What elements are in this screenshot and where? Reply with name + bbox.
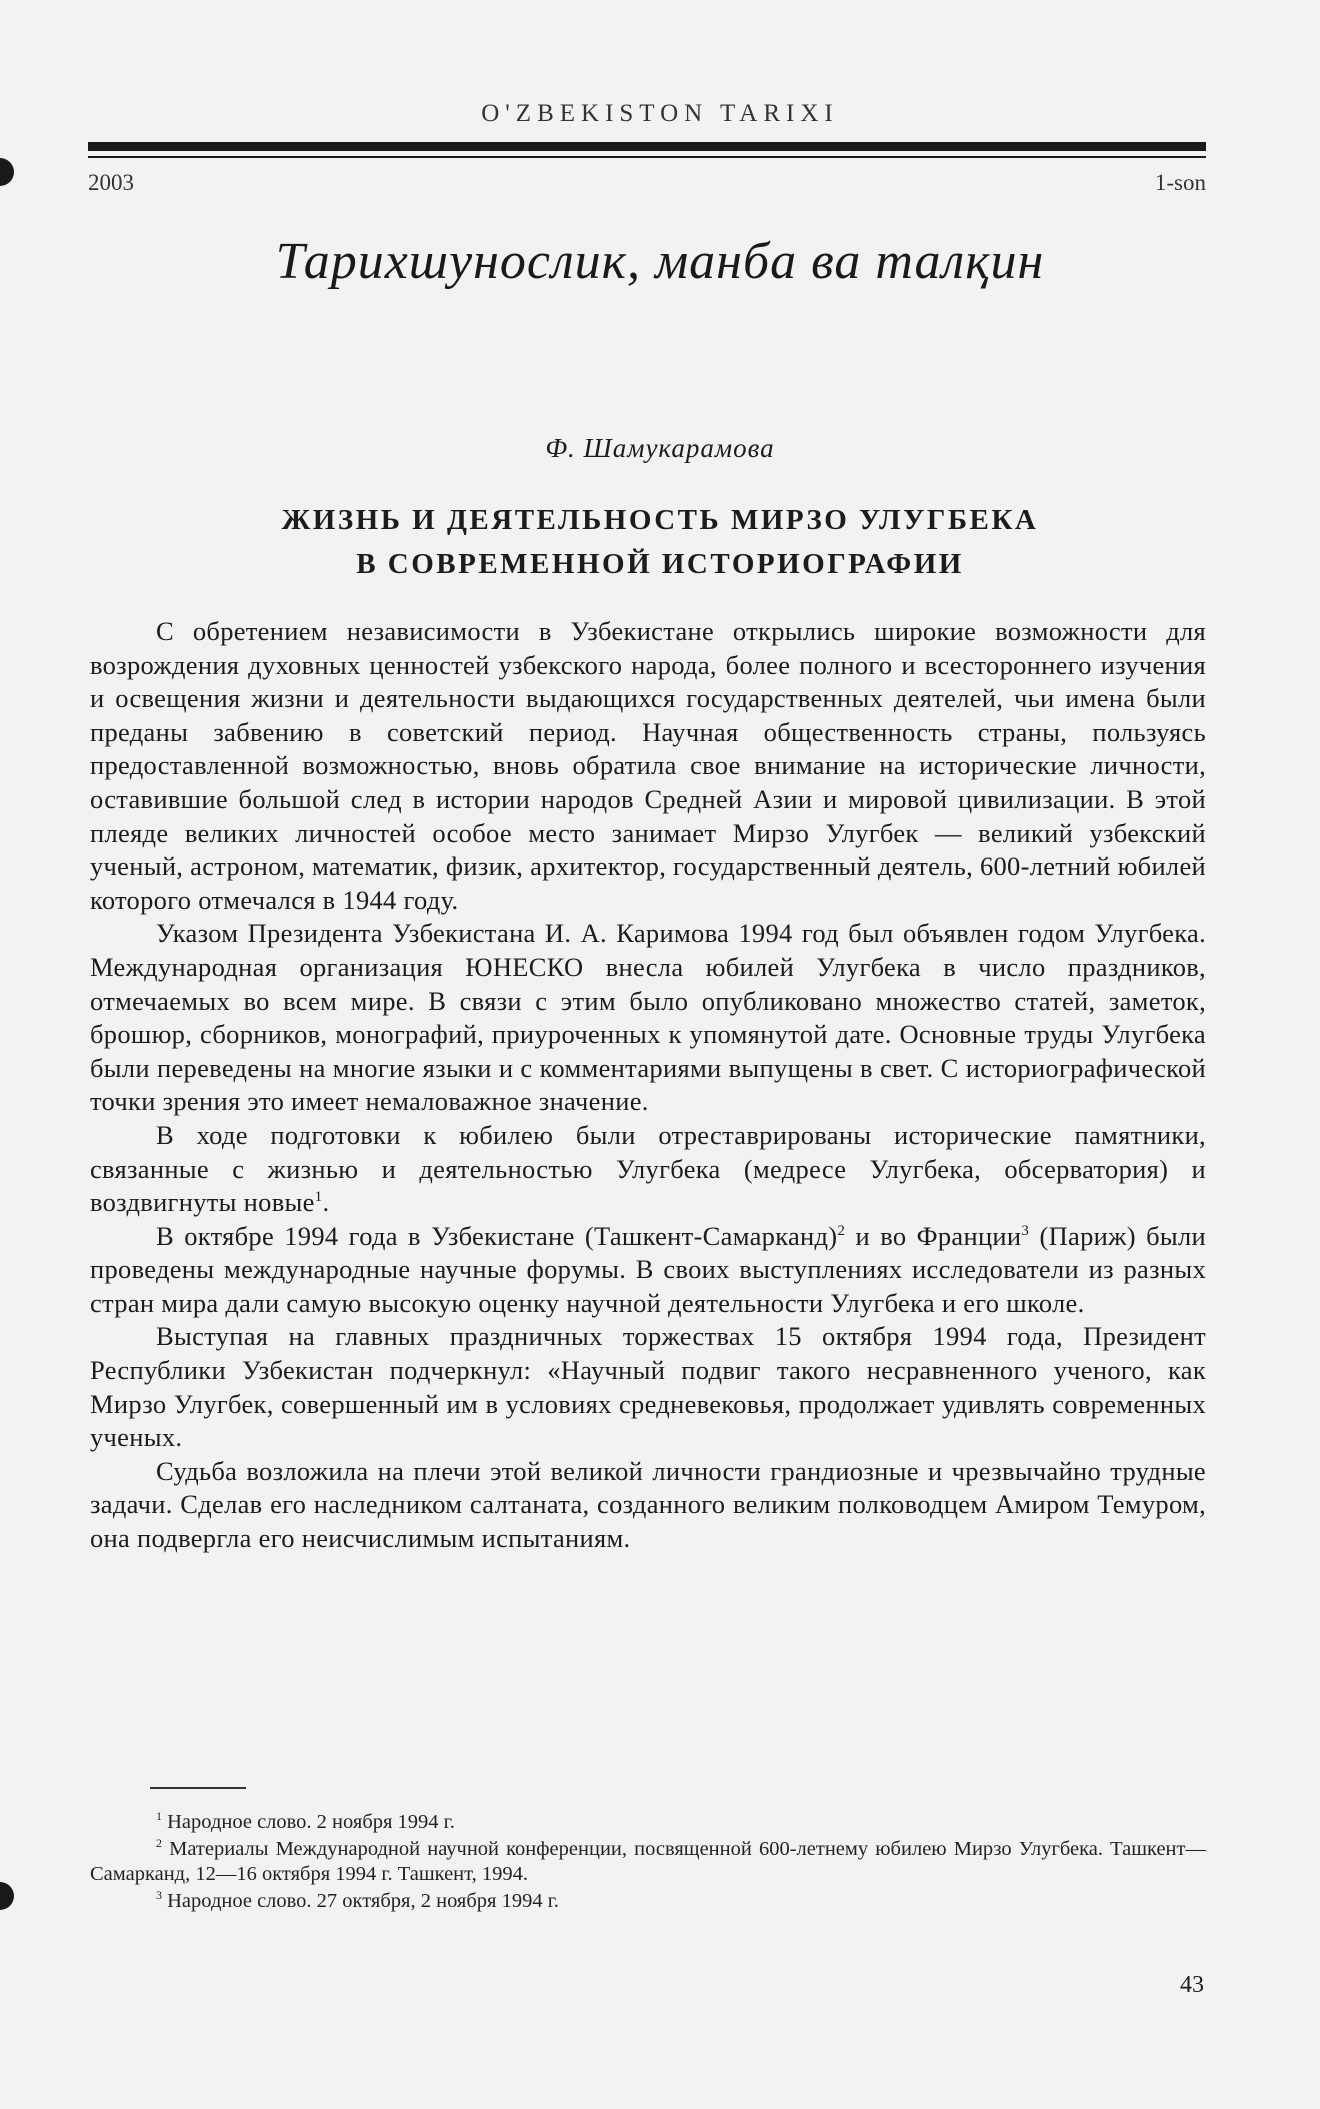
paragraph-4-text-a: В октябре 1994 года в Узбекистане (Ташкент-Самарканд)	[156, 1220, 838, 1251]
paragraph-4-text-c: (Париж) были проведены международные научные форумы. В своих выступлениях исследователи из разных стран мира дали самую высокую оценку научной деятельности Улугбека и его школе.	[90, 1220, 1206, 1318]
footnote-2	[90, 1837, 1206, 1887]
article-body	[90, 615, 1206, 1556]
footnote-ref-3: 3	[1021, 1222, 1030, 1239]
article-author: Ф. Шамукарамова	[545, 433, 775, 463]
binding-hole-top	[0, 158, 14, 186]
footnotes	[90, 1810, 1206, 1916]
footnote-1-text: Народное слово. 2 ноября 1994 г.	[167, 1811, 455, 1833]
footnote-1	[90, 1810, 1206, 1835]
article-title-line-1: ЖИЗНЬ И ДЕЯТЕЛЬНОСТЬ МИРЗО УЛУГБЕКА	[281, 504, 1039, 536]
issue-number: 1-son	[1154, 170, 1206, 195]
paragraph-2: Указом Президента Узбекистана И. А. Каримова 1994 год был объявлен годом Улугбека. Международная организация ЮНЕСКО внесла юбилей Улугбека в число праздников, отмечаемых во всем мире. В связи с этим было опубликовано множество статей, заметок, брошюр, сборников, монографий, приуроченных к упомянутой дате. Основные труды Улугбека были переведены на многие языки и с комментариями выпущены в свет. С историографической точки зрения это имеет немаловажное значение.	[90, 918, 1206, 1117]
footnote-3-text: Народное слово. 27 октября, 2 ноября 1994 г.	[167, 1890, 559, 1912]
footnote-2-text: Материалы Международной научной конференции, посвященной 600-летнему юбилею Мирзо Улугбека. Ташкент—Самарканд, 12—16 октября 1994 г. Ташкент, 1994.	[90, 1838, 1206, 1885]
article-title	[200, 498, 1120, 586]
footnote-mark-3: 3	[156, 1888, 162, 1903]
page-number: 43	[1180, 1972, 1204, 1998]
journal-title: O'ZBEKISTON TARIXI	[481, 100, 839, 127]
paragraph-5: Выступая на главных праздничных торжествах 15 октября 1994 года, Президент Республики Узбекистан подчеркнул: «Научный подвиг такого несравненного ученого, как Мирзо Улугбек, совершенный им в условиях средневековья, продолжает удивлять современных ученых.	[90, 1321, 1206, 1453]
paragraph-4-text-b: и во Франции	[855, 1220, 1022, 1251]
header-rule-thick	[88, 142, 1206, 151]
footnote-separator	[150, 1787, 246, 1789]
footnote-3	[90, 1889, 1206, 1914]
issue-year: 2003	[88, 170, 134, 195]
paragraph-3: В ходе подготовки к юбилею были отреставрированы исторические памятники, связанные с жизнью и деятельностью Улугбека (медресе Улугбека, обсерватория) и воздвигнуты новые$^1$.	[90, 1119, 1206, 1218]
paragraph-3-text: В ходе подготовки к юбилею были отреставрированы исторические памятники, связанные с жизнью и деятельностью Улугбека (медресе Улугбека, обсерватория) и воздвигнуты новые	[90, 1119, 1206, 1218]
footnote-mark-2: 2	[156, 1836, 162, 1851]
article-title-line-2: В СОВРЕМЕННОЙ ИСТОРИОГРАФИИ	[356, 548, 964, 580]
paragraph-1: С обретением независимости в Узбекистане открылись широкие возможности для возрождения духовных ценностей узбекского народа, более полного и всестороннего изучения и освещения жизни и деятельности выдающихся государственных деятелей, чьи имена были преданы забвению в советский период. Научная общественность страны, пользуясь предоставленной возможностью, вновь обратила свое внимание на исторические личности, оставившие большой след в истории народов Средней Азии и мировой цивилизации. В этой плеяде великих личностей особое место занимает Мирзо Улугбек — великий узбекский ученый, астроном, математик, физик, архитектор, государственный деятель, 600-летний юбилей которого отмечался в 1944 году.	[90, 616, 1206, 915]
header-rule-thin	[88, 156, 1206, 158]
binding-hole-bottom	[0, 1882, 14, 1910]
footnote-ref-1: 1	[314, 1189, 323, 1206]
section-heading: Тарихшунослик, манба ва талқин	[275, 233, 1045, 290]
footnote-mark-1: 1	[156, 1809, 162, 1824]
paragraph-4	[90, 1220, 1206, 1321]
paragraph-6: Судьба возложила на плечи этой великой личности грандиозные и чрезвычайно трудные задачи. Сделав его наследником салтаната, созданного великим полководцем Амиром Темуром, она подвергла его неисчислимым испытаниям.	[90, 1455, 1206, 1554]
footnote-ref-2: 2	[837, 1222, 846, 1239]
